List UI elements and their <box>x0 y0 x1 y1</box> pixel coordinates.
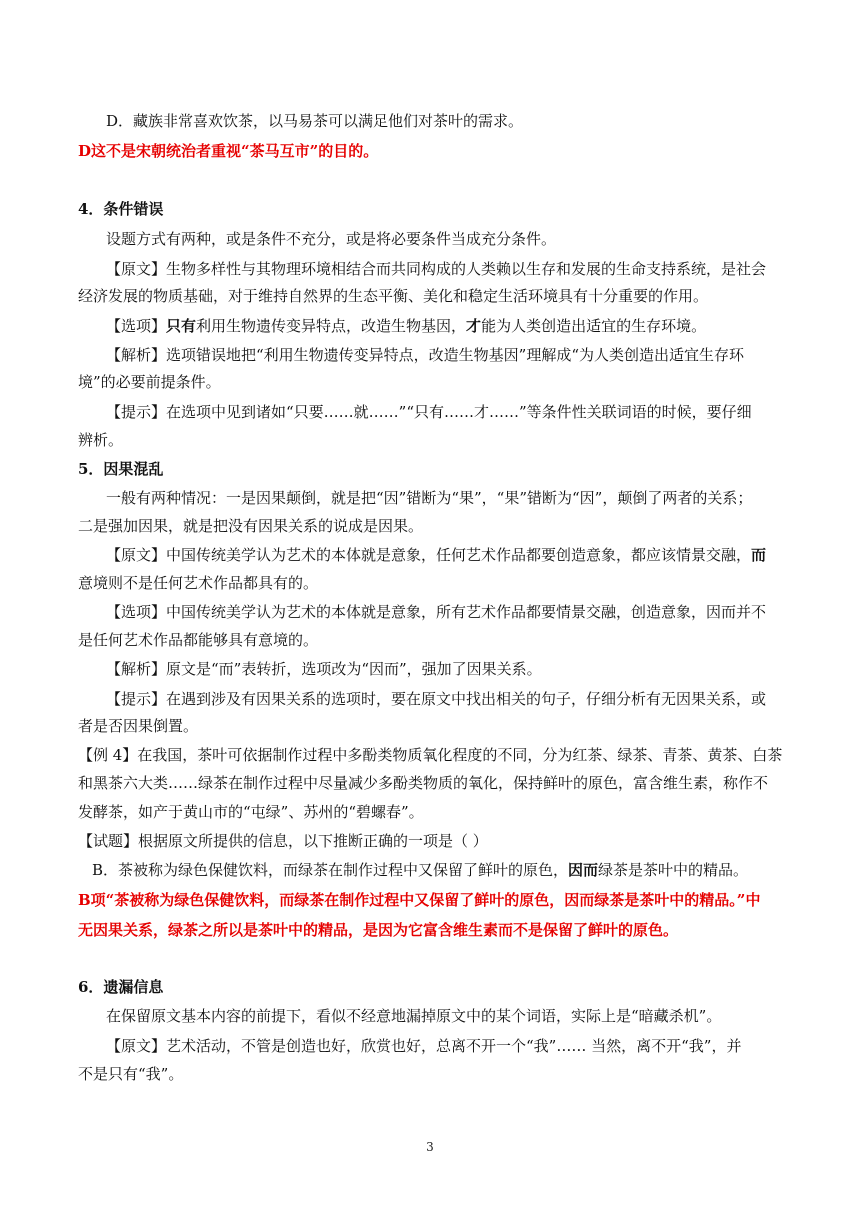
section-5-intro-2: 二是强加因果，就是把没有因果关系的说成是因果。 <box>78 517 424 535</box>
section-5-option-1: 【选项】中国传统美学认为艺术的本体就是意象，所有艺术作品都要情景交融，创造意象，因而并不 <box>106 603 767 621</box>
answer-b-note-1: B项“茶被称为绿色保健饮料，而绿茶在制作过程中又保留了鲜叶的原色，因而绿茶是茶叶中的精品。”中 <box>78 891 761 909</box>
section-6-intro: 在保留原文基本内容的前提下，看似不经意地漏掉原文中的某个词语，实际上是“暗藏杀机”。 <box>106 1007 722 1025</box>
section-6-original-1: 【原文】艺术活动，不管是创造也好，欣赏也好，总离不开一个“我”…… 当然，离不开“我”，并 <box>106 1037 742 1055</box>
answer-d-note: D这不是宋朝统治者重视“茶马互市”的目的。 <box>78 142 379 160</box>
section-4-analysis-1: 【解析】选项错误地把“利用生物遗传变异特点，改造生物基因”理解成“为人类创造出适宜生存环 <box>106 346 745 364</box>
option-b-text: B．茶被称为绿色保健饮料，而绿茶在制作过程中又保留了鲜叶的原色， <box>92 861 569 879</box>
section-5-original-2: 意境则不是任何艺术作品都具有的。 <box>78 574 319 592</box>
section-5-hint-2: 者是否因果倒置。 <box>78 717 199 735</box>
answer-b-note-2: 无因果关系，绿茶之所以是茶叶中的精品，是因为它富含维生素而不是保留了鲜叶的原色。 <box>78 921 679 939</box>
section-4-original-1: 【原文】生物多样性与其物理环境相结合而共同构成的人类赖以生存和发展的生命支持系统，是社会 <box>106 260 767 278</box>
option-label: 【选项】 <box>106 317 167 335</box>
keyword-zhiyou: 只有 <box>166 317 197 335</box>
example-4-3: 发酵茶，如产于黄山市的“屯绿”、苏州的“碧螺春”。 <box>78 803 424 821</box>
original-text: 【原文】中国传统美学认为艺术的本体就是意象，任何艺术作品都要创造意象，都应该情景交融， <box>106 546 752 564</box>
keyword-er: 而 <box>751 546 767 564</box>
example-4-2: 和黑茶六大类……绿茶在制作过程中尽量减少多酚类物质的氧化，保持鲜叶的原色，富含维生素，称作不 <box>78 774 769 792</box>
keyword-yiner: 因而 <box>568 861 599 879</box>
section-5-heading: 5．因果混乱 <box>78 460 164 478</box>
section-4-original-2: 经济发展的物质基础，对于维持自然界的生态平衡、美化和稳定生活环境具有十分重要的作用。 <box>78 287 709 305</box>
option-d-text: D．藏族非常喜欢饮茶，以马易茶可以满足他们对茶叶的需求。 <box>106 112 524 130</box>
section-6-heading: 6．遗漏信息 <box>78 978 164 996</box>
section-5-hint-1: 【提示】在遇到涉及有因果关系的选项时，要在原文中找出相关的句子，仔细分析有无因果关系，或 <box>106 690 767 708</box>
option-middle: 利用生物遗传变异特点，改造生物基因， <box>196 317 467 335</box>
example-4-1: 【例 4】在我国，茶叶可依据制作过程中多酚类物质氧化程度的不同，分为红茶、绿茶、青茶、黄茶、白茶 <box>78 746 783 764</box>
section-4-analysis-2: 境”的必要前提条件。 <box>78 373 221 391</box>
example-4-question: 【试题】根据原文所提供的信息，以下推断正确的一项是（ ） <box>78 832 488 850</box>
section-4-hint-1: 【提示】在选项中见到诸如“只要……就……”“只有……才……”等条件性关联词语的时候，要仔细 <box>106 403 752 421</box>
section-5-analysis: 【解析】原文是“而”表转折，选项改为“因而”，强加了因果关系。 <box>106 660 542 678</box>
section-5-intro-1: 一般有两种情况：一是因果颠倒，就是把“因”错断为“果”，“果”错断为“因”，颠倒了两者的关系； <box>106 489 753 507</box>
section-4-option <box>106 316 706 336</box>
option-b-end: 绿茶是茶叶中的精品。 <box>598 861 749 879</box>
section-5-original-1 <box>106 545 766 565</box>
section-4-heading: 4．条件错误 <box>78 200 164 218</box>
option-end: 能为人类创造出适宜的生存环境。 <box>481 317 707 335</box>
page-number: 3 <box>426 1140 434 1154</box>
section-6-original-2: 不是只有“我”。 <box>78 1065 184 1083</box>
section-5-option-2: 是任何艺术作品都能够具有意境的。 <box>78 631 319 649</box>
example-4-option-b <box>92 860 748 880</box>
section-4-hint-2: 辨析。 <box>78 431 124 449</box>
keyword-cai: 才 <box>466 317 482 335</box>
section-4-intro: 设题方式有两种，或是条件不充分，或是将必要条件当成充分条件。 <box>106 230 557 248</box>
